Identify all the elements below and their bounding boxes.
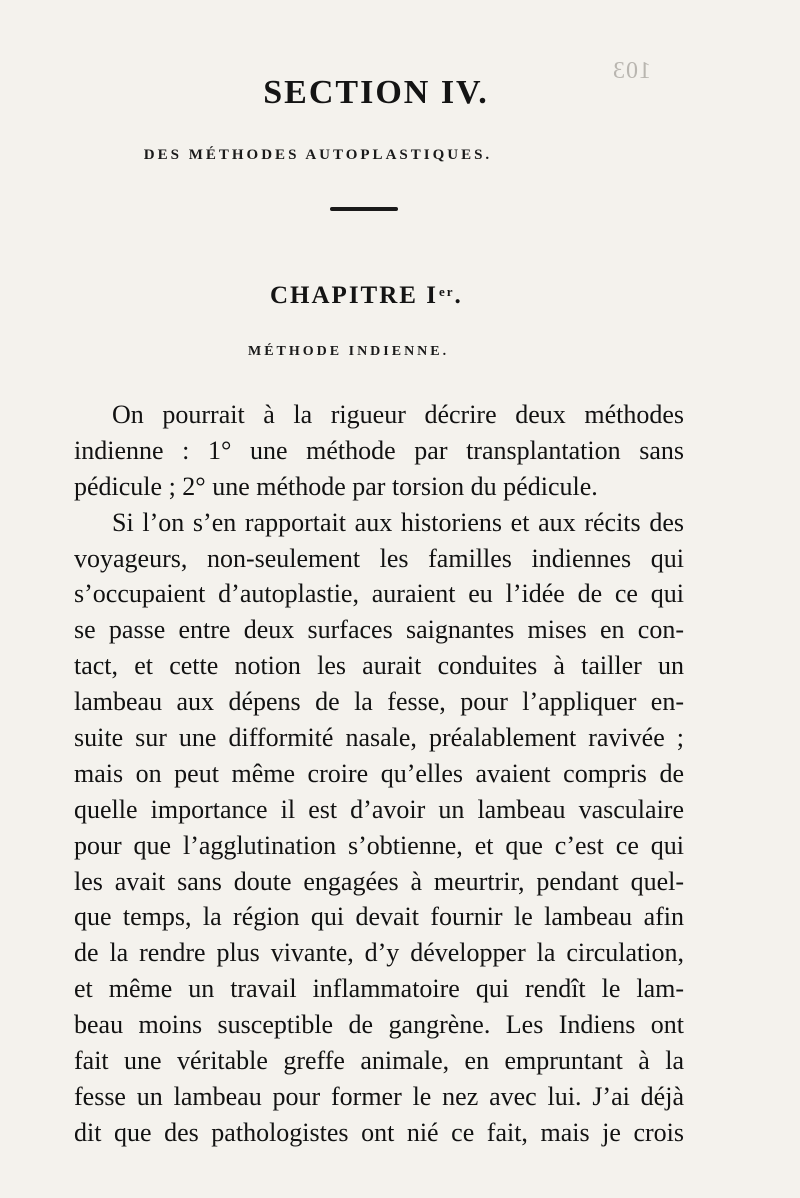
text-line: suite sur une difformité nasale, préalablement ravivée ;: [74, 723, 684, 753]
chapter-title: [270, 282, 463, 310]
text-line: fait une véritable greffe animale, en empruntant à la: [74, 1046, 684, 1076]
text-line: tact, et cette notion les aurait conduites à tailler un: [74, 651, 684, 681]
text-line: et même un travail inflammatoire qui rendît le lam-: [74, 974, 684, 1004]
text-line: dit que des pathologistes ont nié ce fait, mais je crois: [74, 1117, 684, 1147]
text-line: de la rendre plus vivante, d’y développer la circulation,: [74, 938, 684, 968]
text-line: les avait sans doute engagées à meurtrir, pendant quel-: [74, 866, 684, 896]
text-line: On pourrait à la rigueur décrire deux méthodes: [112, 400, 684, 429]
text-line: quelle importance il est d’avoir un lambeau vasculaire: [74, 794, 684, 824]
text-line: mais on peut même croire qu’elles avaient compris de: [74, 758, 684, 788]
chapter-title-text: CHAPITRE I: [270, 282, 438, 309]
text-line: lambeau aux dépens de la fesse, pour l’appliquer en-: [74, 687, 684, 717]
chapter-title-superscript: er: [438, 284, 455, 299]
page-number: 103: [612, 58, 651, 84]
text-line: se passe entre deux surfaces saignantes mises en con-: [74, 615, 684, 645]
text-line: Si l’on s’en rapportait aux historiens et aux récits des: [112, 507, 684, 537]
text-line: fesse un lambeau pour former le nez avec lui. J’ai déjà: [74, 1081, 684, 1111]
text-line: indienne : 1° une méthode par transplantation sans: [74, 435, 684, 465]
divider-rule: [330, 207, 398, 211]
section-subtitle: DES MÉTHODES AUTOPLASTIQUES.: [143, 147, 493, 163]
text-line: s’occupaient d’autoplastie, auraient eu l’idée de ce qui: [74, 579, 684, 609]
chapter-subtitle: MÉTHODE INDIENNE.: [248, 344, 450, 359]
text-line: pour que l’agglutination s’obtienne, et que c’est ce qui: [74, 830, 684, 860]
text-line: beau moins susceptible de gangrène. Les Indiens ont: [74, 1010, 684, 1040]
chapter-title-dot: .: [454, 282, 463, 309]
section-title: SECTION IV.: [263, 74, 489, 111]
text-line: voyageurs, non-seulement les familles indiennes qui: [74, 543, 684, 573]
text-line: pédicule ; 2° une méthode par torsion du pédicule.: [74, 471, 598, 501]
body-text: [74, 397, 684, 1151]
text-line: que temps, la région qui devait fournir le lambeau afin: [74, 902, 684, 932]
